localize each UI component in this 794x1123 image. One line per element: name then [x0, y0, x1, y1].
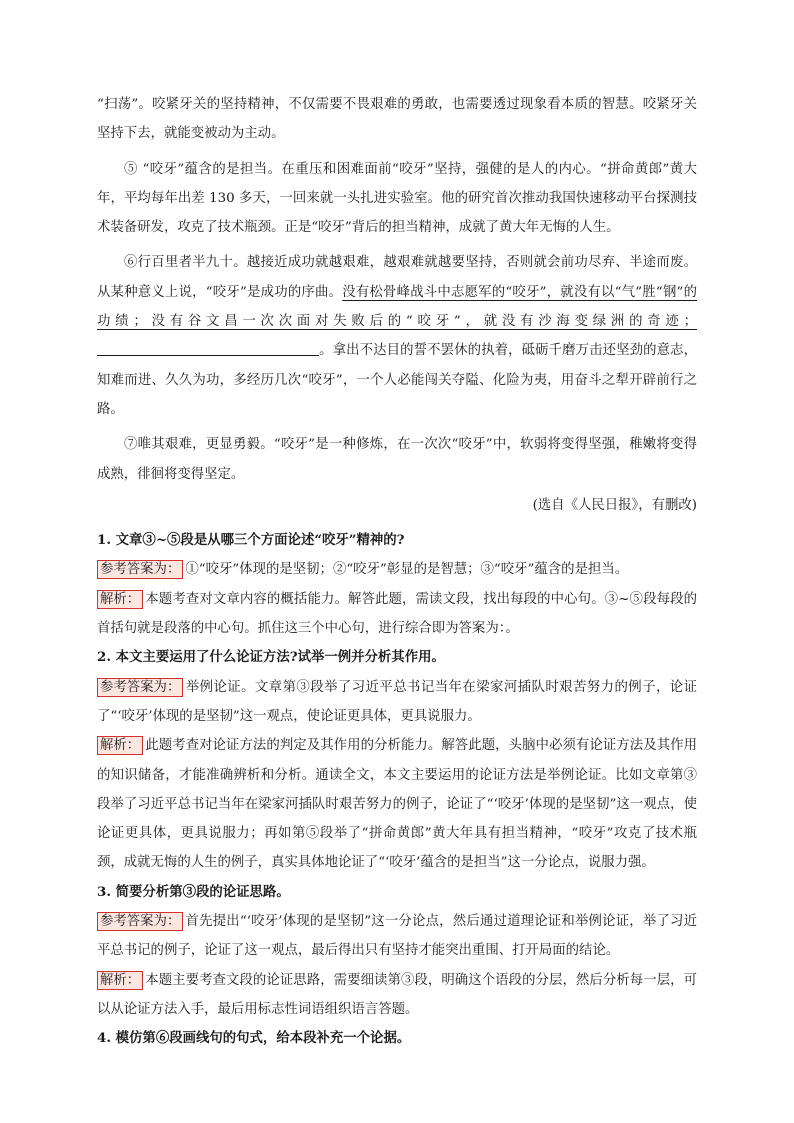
fill-in-blank: [97, 341, 319, 356]
paragraph-6-closing: 。拿出不达目的誓不罢休的执着，砥砺千磨万击还坚劲的意志，知难而进、久久为功，多经历几次“咬牙”，一个人必能闯关夺隘、化险为夷，用奋斗之犁开辟前行之路。: [97, 343, 697, 417]
document-page: [97, 90, 697, 1054]
analysis-1: [97, 585, 697, 644]
answer-1: [97, 555, 697, 584]
answer-text: 首先提出“‘咬牙’体现的是坚韧”这一分论点，然后通过道理论证和举例论证，举了习近平总书记的例子，论证了这一观点，最后得出只有坚持才能突出重围、打开局面的结论。: [97, 914, 697, 959]
answer-2: [97, 673, 697, 732]
question-1: 1. 文章③~⑤段是从哪三个方面论述“咬牙”精神的?: [97, 532, 405, 549]
answer-text: ①“咬牙”体现的是坚韧；②“咬牙”彰显的是智慧；③“咬牙”蕴含的是担当。: [185, 562, 629, 578]
analysis-text: 本题考查对文章内容的概括能力。解答此题，需读文段，找出每段的中心句。③~⑤段每段的首括句就是段落的中心句。抓住这三个中心句，进行综合即为答案为：。: [97, 591, 697, 637]
question-2: 2. 本文主要运用了什么论证方法?试举一例并分析其作用。: [97, 649, 445, 666]
paragraph-6-opening: ⑥行百里者半九十。越接近成功就越艰难，越艰难就越要坚持，否则就会前功尽弃、半途而废。从某种意义上说，“咬牙”是成功的序曲。: [97, 255, 697, 300]
answer-tag: 参考答案为：: [97, 678, 183, 697]
answer-3: [97, 907, 697, 966]
question-3: 3. 简要分析第③段的论证思路。: [97, 883, 290, 900]
passage-paragraph-4-end: “扫荡”。咬紧牙关的坚持精神，不仅需要不畏艰难的勇敢，也需要透过现象看本质的智慧。咬紧牙关坚持下去，就能变被动为主动。: [97, 97, 697, 142]
passage-paragraph-6: [97, 248, 697, 424]
question-4: 4. 模仿第⑥段画线句的句式，给本段补充一个论据。: [97, 1030, 411, 1047]
answer-tag: 参考答案为：: [97, 912, 183, 931]
analysis-tag: 解析：: [97, 590, 143, 609]
underlined-sentence: 没有松骨峰战斗中志愿军的“咬牙”，就没有以“气”胜“钢”的功绩；没有谷文昌一次次面对失败后的“咬牙”，就没有沙海变绿洲的奇迹；: [97, 284, 697, 330]
passage-paragraph-7: ⑦唯其艰难，更显勇毅。“咬牙”是一种修炼，在一次次“咬牙”中，软弱将变得坚强，稚嫩将变得成熟，徘徊将变得坚定。: [97, 437, 697, 482]
analysis-text: 此题考查对论证方法的判定及其作用的分析能力。解答此题，头脑中必须有论证方法及其作用的知识储备，才能准确辨析和分析。通读全文，本文主要运用的论证方法是举例论证。比如文章第③段举了习近平总书记当年在梁家河插队时艰苦努力的例子，论证了“‘咬牙’体现的是坚韧”这一观点，使论证更具体，更具说服力；再如第⑤段举了“拼命黄郎”黄大年具有担当精神，“咬牙”攻克了技术瓶颈，成就无悔的人生的例子，真实具体地论证了“‘咬牙’蕴含的是担当”这一分论点，说服力强。: [97, 738, 697, 871]
source-citation: (选自《人民日报》，有删改): [532, 497, 697, 513]
analysis-2: [97, 731, 697, 877]
answer-text: 举例论证。文章第③段举了习近平总书记当年在梁家河插队时艰苦努力的例子，论证了“‘咬牙’体现的是坚韧”这一观点，使论证更具体，更具说服力。: [97, 679, 697, 724]
analysis-tag: 解析：: [97, 736, 143, 755]
analysis-tag: 解析：: [97, 971, 143, 990]
analysis-3: [97, 966, 697, 1025]
answer-tag: 参考答案为：: [97, 560, 183, 579]
analysis-text: 本题主要考查文段的论证思路，需要细读第③段，明确这个语段的分层，然后分析每一层，可以从论证方法入手，最后用标志性词语组织语言答题。: [97, 972, 697, 1017]
passage-paragraph-5: ⑤ “咬牙”蕴含的是担当。在重压和困难面前“咬牙”坚持，强健的是人的内心。“拼命黄郎”黄大年，平均每年出差 130 多天，一回来就一头扎进实验室。他的研究首次推动我国快速移动平台探测技术装备研发，攻克了技术瓶颈。正是“咬牙”背后的担当精神，成就了黄大年无悔的人生。: [97, 161, 697, 236]
